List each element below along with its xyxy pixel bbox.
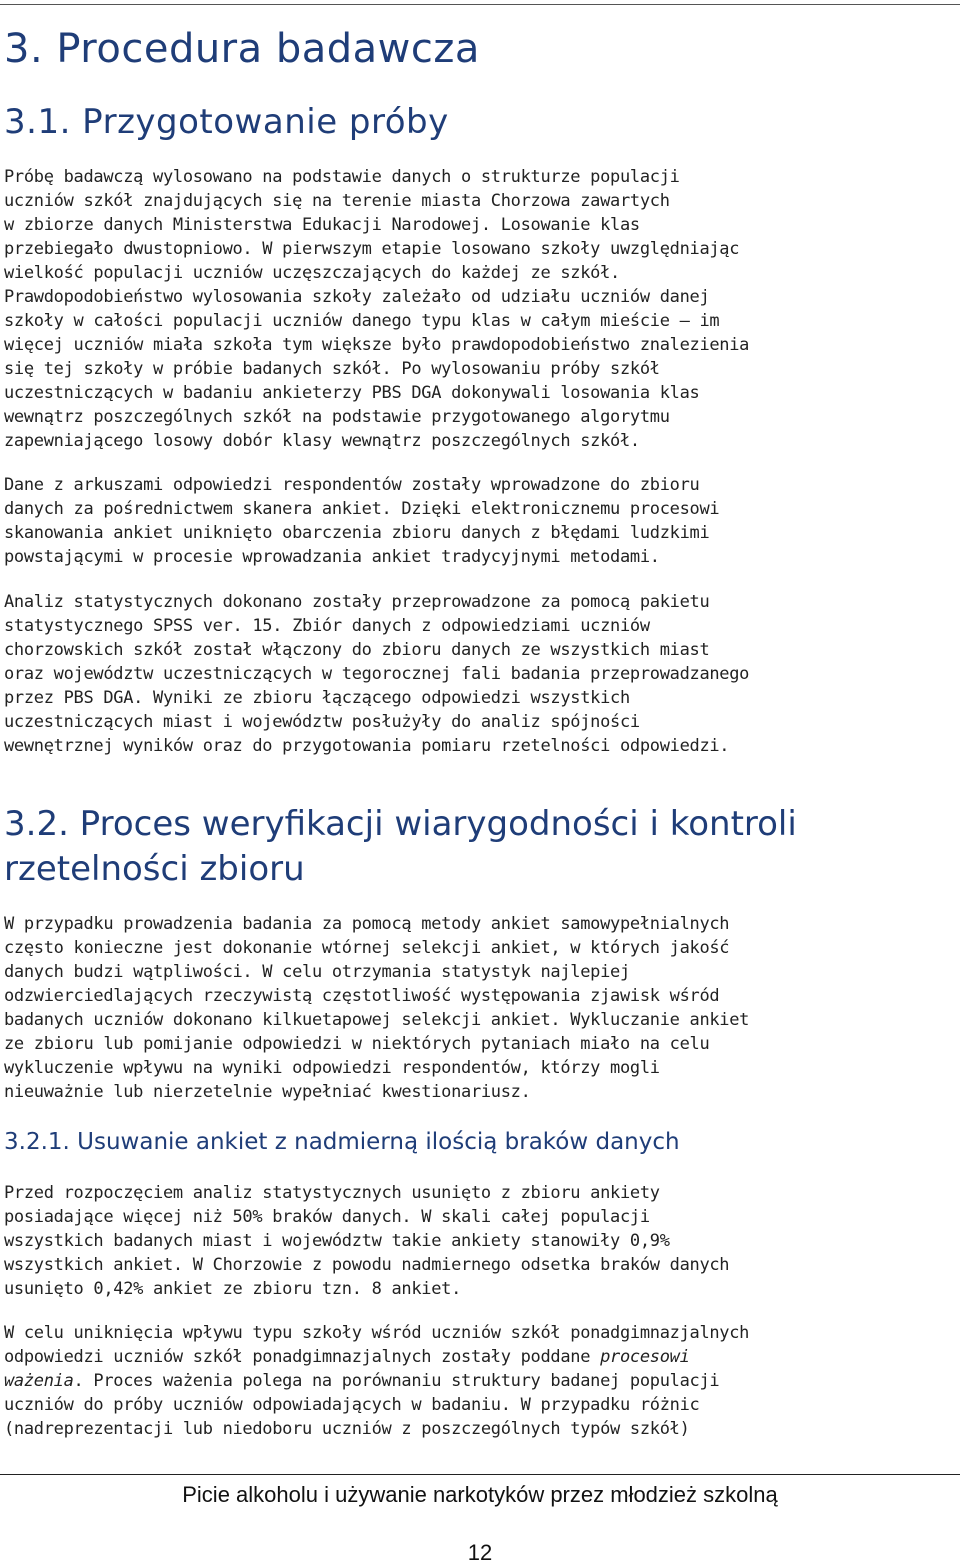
paragraph-missing-data: Przed rozpoczęciem analiz statystycznych usunięto z zbioru ankiety posiadające więcej niż 50% braków danych. W skali całej populacji wszystkich badanych miast i województw takie ankiety stanowiły 0,9% wszystkich ankiet. W Chorzowie z powodu nadmiernego odsetka braków danych usunięto 0,42% ankiet ze zbioru tzn. 8 ankiet.: [4, 1183, 730, 1299]
paragraph-scanning: Dane z arkuszami odpowiedzi respondentów zostały wprowadzone do zbioru danych za pośrednictwem skanera ankiet. Dzięki elektronicznemu procesowi skanowania ankiet uniknięto obarczenia zbioru danych z błędami ludzkimi powstającymi w procesie wprowadzania ankiet tradycyjnymi metodami.: [4, 475, 720, 567]
paragraph-verification: W przypadku prowadzenia badania za pomocą metody ankiet samowypełnialnych często konieczne jest dokonanie wtórnej selekcji ankiet, w których jakość danych budzi wątpliwości. W celu otrzymania statystyk najlepiej odzwierciedlających rzeczywistą częstotliwość występowania zjawisk wśród badanych uczniów dokonano kilkuetapowej selekcji ankiet. Wykluczanie ankiet ze zbioru lub pomijanie odpowiedzi w niektórych pytaniach miało na celu wykluczenie wpływu na wyniki odpowiedzi respondentów, którzy mogli nieuważnie lub nierzetelnie wypełniać kwestionariusz.: [4, 914, 750, 1102]
subsection-heading-3-1: 3.1. Przygotowanie próby: [4, 102, 449, 142]
weighting-text-after: . Proces ważenia polega na porównaniu struktury badanej populacji uczniów do próby uczniów odpowiadających w badaniu. W przypadku różnic (nadreprezentacji lub niedoboru uczniów z poszczególnych typów szkół): [4, 1371, 720, 1439]
weighting-emphasis: procesowi ważenia: [4, 1347, 690, 1391]
top-rule: [0, 4, 960, 5]
paragraph-sampling: Próbę badawczą wylosowano na podstawie danych o strukturze populacji uczniów szkół znajdujących się na terenie miasta Chorzowa zawartych w zbiorze danych Ministerstwa Edukacji Narodowej. Losowanie klas przebiegało dwustopniowo. W pierwszym etapie losowano szkoły uwzględniając wielkość populacji uczniów uczęszczających do każdej ze szkół. Prawdopodobieństwo wylosowania szkoły zależało od udziału uczniów danej szkoły w całości populacji uczniów danego typu klas w całym mieście – im więcej uczniów miała szkoła tym większe było prawdopodobieństwo znalezienia się tej szkoły w próbie badanych szkół. Po wylosowaniu próby szkół uczestniczących w badaniu ankieterzy PBS DGA dokonywali losowania klas wewnątrz poszczególnych szkół na podstawie przygotowanego algorytmu zapewniającego losowy dobór klasy wewnątrz poszczególnych szkół.: [4, 167, 750, 451]
weighting-text-before: W celu uniknięcia wpływu typu szkoły wśród uczniów szkół ponadgimnazjalnych odpowiedzi uczniów szkół ponadgimnazjalnych zostały poddane: [4, 1323, 750, 1367]
page-number: 12: [467, 1540, 493, 1565]
paragraph-analysis: Analiz statystycznych dokonano zostały przeprowadzone za pomocą pakietu statystycznego SPSS ver. 15. Zbiór danych z odpowiedziami uczniów chorzowskich szkół został włączony do zbioru danych ze wszystkich miast oraz województw uczestniczących w tegorocznej fali badania przeprowadzanego przez PBS DGA. Wyniki ze zbioru łączącego odpowiedzi wszystkich uczestniczących miast i województw posłużyły do analiz spójności wewnętrznej wyników oraz do przygotowania pomiaru rzetelności odpowiedzi.: [4, 592, 750, 756]
subsection-heading-3-2: 3.2. Proces weryfikacji wiarygodności i kontroli rzetelności zbioru: [4, 804, 797, 889]
footer-rule: [0, 1474, 960, 1475]
footer-title: Picie alkoholu i używanie narkotyków przez młodzież szkolną: [182, 1482, 778, 1507]
paragraph-weighting: [4, 1321, 959, 1441]
subsection-heading-3-2-1: 3.2.1. Usuwanie ankiet z nadmierną ilością braków danych: [4, 1129, 680, 1155]
section-heading: 3. Procedura badawcza: [4, 26, 480, 72]
